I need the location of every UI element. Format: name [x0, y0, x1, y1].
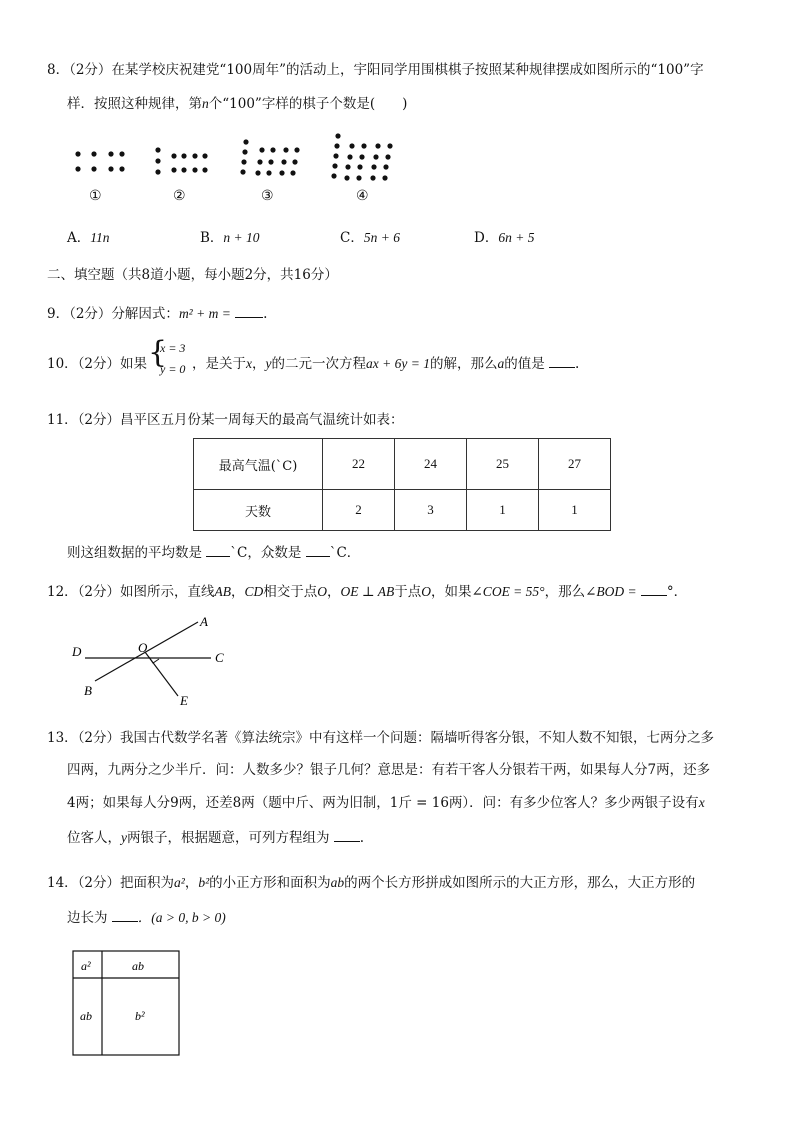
- table-cell: 27: [539, 439, 611, 490]
- q8-line1: 8．（2分）在某学校庆祝建党“100周年”的活动上，宇阳同学用围棋棋子按照某种规律摆成如图所示的“100”字: [47, 62, 704, 78]
- label-c: C: [215, 650, 224, 665]
- q14-line1: 14．（2分）把面积为a²，b²的小正方形和面积为ab的两个长方形拼成如图所示的大正方形，那么，大正方形的: [47, 875, 696, 891]
- table-header-days: 天数: [194, 490, 323, 531]
- q10-eq2: y = 0: [160, 362, 186, 376]
- section-heading: 二、填空题（共8道小题，每小题2分，共16分）: [47, 267, 338, 283]
- label-b: B: [84, 683, 92, 698]
- q9: 9．（2分）分解因式：m² + m = .: [47, 306, 268, 322]
- table-cell: 22: [323, 439, 395, 490]
- q13-line3: 4两；如果每人分9两，还差8两（题中斤、两为旧制，1斤 = 16两）．问：有多少位客人？多少两银子设有x: [67, 795, 705, 811]
- option-b[interactable]: B．n + 10: [200, 230, 260, 246]
- cell-b2: b²: [135, 1009, 145, 1023]
- figure-label-4: ④: [356, 188, 369, 204]
- table-cell: 2: [323, 490, 395, 531]
- q13-line4: 位客人，y两银子，根据题意，可列方程组为 .: [67, 830, 365, 846]
- answer-blank[interactable]: [112, 909, 138, 922]
- label-d: D: [72, 644, 82, 659]
- option-c[interactable]: C．5n + 6: [340, 230, 400, 246]
- table-cell: 25: [467, 439, 539, 490]
- cell-ab-left: ab: [80, 1009, 92, 1023]
- pattern-4: [331, 133, 392, 180]
- table-cell: 1: [467, 490, 539, 531]
- answer-blank[interactable]: [334, 829, 360, 842]
- q11: 11．（2分）昌平区五月份某一周每天的最高气温统计如表：: [47, 412, 404, 428]
- q10-rest: ，是关于x，y的二元一次方程ax + 6y = 1的解，那么a的值是 .: [192, 356, 580, 372]
- answer-blank-mode[interactable]: [306, 544, 330, 557]
- q11-after: 则这组数据的平均数是 `C，众数是 `C．: [67, 545, 361, 561]
- cell-a2: a²: [81, 959, 91, 973]
- label-o: O: [138, 640, 148, 655]
- q12-figure: [66, 612, 246, 708]
- label-a: A: [200, 614, 208, 629]
- option-d[interactable]: D．6n + 5: [474, 230, 535, 246]
- answer-blank[interactable]: [235, 305, 263, 318]
- pattern-1: [75, 151, 124, 171]
- answer-blank[interactable]: [549, 355, 575, 368]
- figure-label-2: ②: [173, 188, 186, 204]
- system-brace: {: [148, 335, 168, 370]
- table-cell: 3: [395, 490, 467, 531]
- table-header-temp: 最高气温(`C): [194, 439, 323, 490]
- q10: 10．（2分）如果: [47, 356, 148, 372]
- q10-eq1: x = 3: [160, 341, 186, 355]
- q12: 12．（2分）如图所示，直线AB，CD相交于点O，OE ⊥ AB于点O，如果∠COE = 55°，那么∠BOD = °．: [47, 584, 688, 600]
- q13-line1: 13．（2分）我国古代数学名著《算法统宗》中有这样一个问题：隔墙听得客分银，不知人数不知银，七两分之多: [47, 730, 715, 746]
- q14-figure: [72, 950, 182, 1058]
- q14-line2: 边长为 ．(a > 0, b > 0): [67, 910, 226, 926]
- table-cell: 24: [395, 439, 467, 490]
- answer-blank[interactable]: [641, 583, 667, 596]
- option-a[interactable]: A．11n: [67, 230, 110, 246]
- figure-label-3: ③: [261, 188, 274, 204]
- answer-blank-mean[interactable]: [206, 544, 230, 557]
- cell-ab-top: ab: [132, 959, 144, 973]
- pattern-2: [155, 147, 207, 174]
- temperature-table: [193, 438, 611, 531]
- q8-line2: 样．按照这种规律，第n个“100”字样的棋子个数是( ): [67, 96, 408, 112]
- label-e: E: [180, 693, 188, 708]
- q13-line2: 四两，九两分之少半斤．问：人数多少？银子几何？意思是：有若干客人分银若干两，如果每人分7两，还多: [67, 762, 711, 778]
- table-cell: 1: [539, 490, 611, 531]
- pattern-3: [240, 139, 299, 175]
- figure-label-1: ①: [89, 188, 102, 204]
